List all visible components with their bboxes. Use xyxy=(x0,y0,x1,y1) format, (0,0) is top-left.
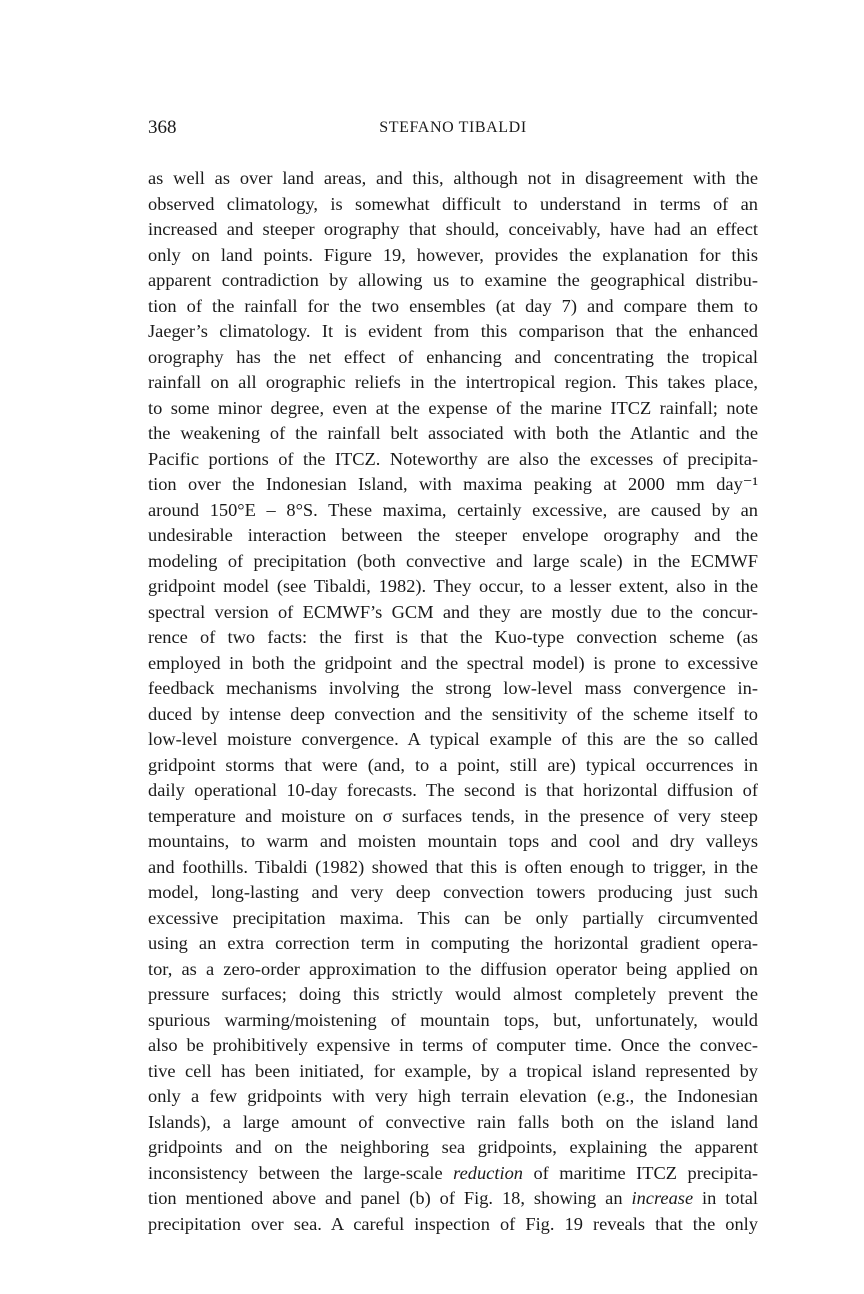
emphasized-word: reduction xyxy=(453,1162,523,1183)
text-line: mountains, to warm and moisten mountain tops and cool and dry valleys xyxy=(148,831,758,851)
text-line: orography has the net effect of enhancing and concentrating the tropical xyxy=(148,346,758,367)
text-line: model, long-lasting and very deep convection towers producing just such xyxy=(148,882,758,902)
text-line: using an extra correction term in computing the horizontal gradient opera- xyxy=(148,933,758,953)
page-header xyxy=(148,116,758,146)
text-line: precipitation over sea. A careful inspection of Fig. 19 reveals that the only xyxy=(148,1213,758,1234)
running-head: STEFANO TIBALDI xyxy=(379,119,527,136)
text-line: observed climatology, is somewhat difficult to understand in terms of an xyxy=(148,193,758,214)
text-line: Islands), a large amount of convective rain falls both on the island land xyxy=(148,1111,758,1132)
body-text xyxy=(148,166,758,1237)
text-line: also be prohibitively expensive in terms of computer time. Once the convec- xyxy=(148,1035,758,1055)
text-line: tion mentioned above and panel (b) of Fig. 18, showing an increase in total xyxy=(148,1188,758,1208)
text-line: spectral version of ECMWF’s GCM and they are mostly due to the concur- xyxy=(148,601,758,622)
text-line: gridpoint model (see Tibaldi, 1982). They occur, to a lesser extent, also in the xyxy=(148,576,758,596)
text-line: daily operational 10-day forecasts. The second is that horizontal diffusion of xyxy=(148,780,758,800)
text-line: around 150°E – 8°S. These maxima, certainly excessive, are caused by an xyxy=(148,499,758,520)
text-line: excessive precipitation maxima. This can be only partially circumvented xyxy=(148,907,758,928)
text-line: feedback mechanisms involving the strong low-level mass convergence in- xyxy=(148,678,758,698)
text-line: low-level moisture convergence. A typical example of this are the so called xyxy=(148,729,758,749)
text-line: rence of two facts: the first is that the Kuo-type convection scheme (as xyxy=(148,627,758,647)
text-line: gridpoint storms that were (and, to a point, still are) typical occurrences in xyxy=(148,754,758,775)
page-number: 368 xyxy=(148,117,177,138)
text-line: Jaeger’s climatology. It is evident from this comparison that the enhanced xyxy=(148,321,758,341)
text-line: temperature and moisture on σ surfaces tends, in the presence of very steep xyxy=(148,805,758,826)
text-line: to some minor degree, even at the expense of the marine ITCZ rainfall; note xyxy=(148,397,758,418)
text-line: undesirable interaction between the steeper envelope orography and the xyxy=(148,525,758,545)
text-line: the weakening of the rainfall belt associated with both the Atlantic and the xyxy=(148,423,758,443)
text-line: modeling of precipitation (both convective and large scale) in the ECMWF xyxy=(148,550,758,571)
text-line: only a few gridpoints with very high terrain elevation (e.g., the Indonesian xyxy=(148,1086,758,1106)
text-line: as well as over land areas, and this, although not in disagreement with the xyxy=(148,168,758,188)
text-line: tion of the rainfall for the two ensembles (at day 7) and compare them to xyxy=(148,295,758,316)
text-line: apparent contradiction by allowing us to examine the geographical distribu- xyxy=(148,270,758,290)
text-line: increased and steeper orography that should, conceivably, have had an effect xyxy=(148,219,758,239)
text-line: pressure surfaces; doing this strictly would almost completely prevent the xyxy=(148,984,758,1004)
text-line: tor, as a zero-order approximation to the diffusion operator being applied on xyxy=(148,958,758,979)
text-line: spurious warming/moistening of mountain tops, but, unfortunately, would xyxy=(148,1009,758,1030)
text-line: rainfall on all orographic reliefs in the intertropical region. This takes place, xyxy=(148,372,758,392)
text-line: tive cell has been initiated, for example, by a tropical island represented by xyxy=(148,1060,758,1081)
text-line: and foothills. Tibaldi (1982) showed that this is often enough to trigger, in the xyxy=(148,856,758,877)
text-line: gridpoints and on the neighboring sea gridpoints, explaining the apparent xyxy=(148,1137,758,1157)
text-line: inconsistency between the large-scale reduction of maritime ITCZ precipita- xyxy=(148,1162,758,1183)
text-line: employed in both the gridpoint and the spectral model) is prone to excessive xyxy=(148,652,758,673)
text-line: only on land points. Figure 19, however, provides the explanation for this xyxy=(148,244,758,265)
text-line: Pacific portions of the ITCZ. Noteworthy are also the excesses of precipita- xyxy=(148,448,758,469)
text-line: duced by intense deep convection and the sensitivity of the scheme itself to xyxy=(148,703,758,724)
text-line: tion over the Indonesian Island, with maxima peaking at 2000 mm day⁻¹ xyxy=(148,474,758,494)
emphasized-word: increase xyxy=(631,1188,694,1208)
